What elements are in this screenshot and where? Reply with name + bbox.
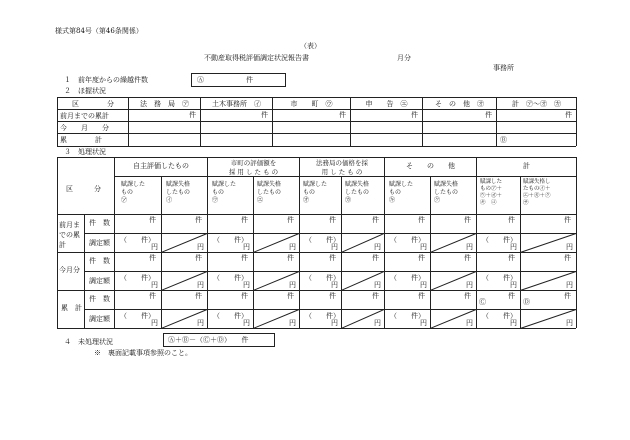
paren-ken: （ 件） bbox=[482, 312, 517, 320]
ken-unit: 件 bbox=[195, 292, 202, 300]
form-number: 様式第84号（第46条関係） bbox=[55, 27, 143, 35]
ken-unit: 件 bbox=[464, 292, 471, 300]
ken-unit: 件 bbox=[287, 292, 294, 300]
marker-d: Ⓓ bbox=[523, 298, 530, 306]
capture-cell: 件 bbox=[411, 111, 418, 119]
capture-cell: 件 bbox=[189, 111, 196, 119]
yen-unit: 円 bbox=[420, 281, 427, 289]
yen-unit: 円 bbox=[289, 243, 296, 251]
rowgroup-total: 累 計 bbox=[61, 304, 82, 312]
subhead-shikkaku: 賦課失格 したもの ㋕ bbox=[345, 181, 370, 205]
ken-unit: 件 bbox=[149, 254, 156, 262]
yen-unit: 円 bbox=[466, 243, 473, 251]
capture-row-label: 今 月 分 bbox=[60, 124, 109, 132]
ken-unit: 件 bbox=[418, 292, 425, 300]
paren-ken: （ 件） bbox=[213, 274, 248, 282]
paren-ken: （ 件） bbox=[120, 236, 155, 244]
yen-unit: 円 bbox=[197, 319, 204, 327]
yen-unit: 円 bbox=[197, 243, 204, 251]
ken-unit: 件 bbox=[372, 254, 379, 262]
ken-unit: 件 bbox=[418, 216, 425, 224]
section1-label: １ 前年度からの繰越件数 bbox=[64, 76, 148, 84]
subhead-fuka: 賦課した もの ㋖ bbox=[389, 181, 414, 205]
capture-header-total: 計 ㋐～㋔ ㋕ bbox=[512, 100, 561, 108]
label-kensu: 件 数 bbox=[89, 219, 110, 227]
paren-ken: （ 件） bbox=[213, 312, 248, 320]
capture-row-label: 累 計 bbox=[60, 136, 102, 144]
ken-unit: 件 bbox=[464, 254, 471, 262]
capture-header-kubun: 区 分 bbox=[72, 100, 114, 108]
ken-unit: 件 bbox=[508, 254, 515, 262]
ken-unit: 件 bbox=[508, 292, 515, 300]
yen-unit: 円 bbox=[420, 319, 427, 327]
capture-header-sonota: そ の 他 ㋔ bbox=[435, 100, 484, 108]
paren-ken: （ 件） bbox=[305, 274, 340, 282]
subhead-shikkaku-total: 賦課失格し たもの㋑＋ ㋓＋㋕＋㋗ ㋚ bbox=[523, 179, 551, 207]
label-kensu: 件 数 bbox=[89, 295, 110, 303]
capture-cell: 件 bbox=[339, 111, 346, 119]
group-header-sonota: そ の 他 bbox=[406, 162, 455, 170]
ken-unit: 件 bbox=[149, 292, 156, 300]
yen-unit: 円 bbox=[510, 281, 517, 289]
rowgroup-month: 今月分 bbox=[59, 266, 80, 274]
section2-label: ２ ほ握状況 bbox=[64, 87, 106, 95]
yen-unit: 円 bbox=[566, 319, 573, 327]
ken-unit: 件 bbox=[372, 216, 379, 224]
ken-unit: 件 bbox=[149, 216, 156, 224]
ken-unit: 件 bbox=[241, 292, 248, 300]
yen-unit: 円 bbox=[420, 243, 427, 251]
subhead-shikkaku: 賦課失格 したもの ㋑ bbox=[166, 181, 191, 205]
marker-c: Ⓒ bbox=[479, 298, 486, 306]
section4-label: ４ 未処理状況 bbox=[64, 338, 113, 346]
carryover-value: Ⓐ 件 bbox=[197, 76, 253, 84]
yen-unit: 円 bbox=[374, 281, 381, 289]
capture-header-doboku: 土木事務所 ㋑ bbox=[212, 100, 261, 108]
label-kensu: 件 数 bbox=[89, 257, 110, 265]
unprocessed-value: Ⓐ＋Ⓑ－（Ⓒ＋Ⓓ） 件 bbox=[168, 336, 249, 344]
paren-ken: （ 件） bbox=[482, 274, 517, 282]
subhead-fuka-total: 賦課した もの㋐＋ ㋒＋㋔＋ ㋖ ㋙ bbox=[480, 179, 503, 207]
subhead-fuka: 賦課した もの ㋐ bbox=[121, 181, 146, 205]
paren-ken: （ 件） bbox=[390, 236, 425, 244]
paren-ken: （ 件） bbox=[213, 236, 248, 244]
label-choteigaku: 調定額 bbox=[89, 277, 110, 285]
yen-unit: 円 bbox=[331, 319, 338, 327]
capture-row-label: 前月までの累計 bbox=[60, 112, 109, 120]
label-choteigaku: 調定額 bbox=[89, 239, 110, 247]
yen-unit: 円 bbox=[151, 243, 158, 251]
capture-header-homukyoku: 法 務 局 ㋐ bbox=[140, 100, 189, 108]
group-header-shicho: 市町の評価額を 採 用 し た も の bbox=[228, 159, 279, 176]
paren-ken: （ 件） bbox=[120, 312, 155, 320]
capture-header-shinkoku: 申 告 ㋓ bbox=[365, 100, 408, 108]
kubun-header: 区 分 bbox=[66, 185, 101, 193]
yen-unit: 円 bbox=[331, 243, 338, 251]
subhead-fuka: 賦課した もの ㋒ bbox=[212, 181, 237, 205]
yen-unit: 円 bbox=[466, 281, 473, 289]
group-header-jishu: 自主評価したもの bbox=[133, 162, 189, 170]
yen-unit: 円 bbox=[151, 281, 158, 289]
marker-b: Ⓑ bbox=[500, 136, 507, 144]
ken-unit: 件 bbox=[564, 292, 571, 300]
yen-unit: 円 bbox=[197, 281, 204, 289]
paren-ken: （ 件） bbox=[390, 274, 425, 282]
ken-unit: 件 bbox=[287, 216, 294, 224]
ken-unit: 件 bbox=[564, 254, 571, 262]
paren-ken: （ 件） bbox=[390, 312, 425, 320]
yen-unit: 円 bbox=[331, 281, 338, 289]
note: ※ 裏面記載事項参照のこと。 bbox=[94, 349, 192, 357]
office-label: 事務所 bbox=[493, 64, 514, 72]
label-choteigaku: 調定額 bbox=[89, 315, 110, 323]
ken-unit: 件 bbox=[418, 254, 425, 262]
group-header-homukyoku: 法務局の価格を採 用 し た も の bbox=[316, 159, 368, 176]
yen-unit: 円 bbox=[566, 281, 573, 289]
ken-unit: 件 bbox=[329, 292, 336, 300]
capture-header-shicho: 市 町 ㋒ bbox=[290, 100, 333, 108]
ken-unit: 件 bbox=[195, 216, 202, 224]
yen-unit: 円 bbox=[243, 243, 250, 251]
yen-unit: 円 bbox=[151, 319, 158, 327]
yen-unit: 円 bbox=[289, 281, 296, 289]
yen-unit: 円 bbox=[289, 319, 296, 327]
yen-unit: 円 bbox=[243, 319, 250, 327]
ken-unit: 件 bbox=[329, 216, 336, 224]
rowgroup-prev: 前月ま での累 計 bbox=[59, 221, 80, 250]
ken-unit: 件 bbox=[241, 254, 248, 262]
ken-unit: 件 bbox=[508, 216, 515, 224]
ken-unit: 件 bbox=[329, 254, 336, 262]
group-header-total: 計 bbox=[523, 162, 530, 170]
month-label: 月分 bbox=[397, 54, 411, 62]
yen-unit: 円 bbox=[374, 319, 381, 327]
paren-ken: （ 件） bbox=[305, 236, 340, 244]
ken-unit: 件 bbox=[195, 254, 202, 262]
ken-unit: 件 bbox=[241, 216, 248, 224]
omote-label: （表） bbox=[300, 42, 321, 50]
document-title: 不動産取得税評価調定状況報告書 bbox=[204, 54, 309, 62]
capture-cell: 件 bbox=[261, 111, 268, 119]
yen-unit: 円 bbox=[466, 319, 473, 327]
section3-label: ３ 処理状況 bbox=[64, 148, 106, 156]
capture-cell: 件 bbox=[565, 111, 572, 119]
yen-unit: 円 bbox=[510, 243, 517, 251]
subhead-shikkaku: 賦課失格 したもの ㋗ bbox=[434, 181, 459, 205]
yen-unit: 円 bbox=[566, 243, 573, 251]
capture-cell: 件 bbox=[485, 111, 492, 119]
paren-ken: （ 件） bbox=[305, 312, 340, 320]
subhead-fuka: 賦課した もの ㋔ bbox=[303, 181, 328, 205]
yen-unit: 円 bbox=[243, 281, 250, 289]
ken-unit: 件 bbox=[464, 216, 471, 224]
yen-unit: 円 bbox=[374, 243, 381, 251]
ken-unit: 件 bbox=[564, 216, 571, 224]
ken-unit: 件 bbox=[287, 254, 294, 262]
ken-unit: 件 bbox=[372, 292, 379, 300]
subhead-shikkaku: 賦課失格 したもの ㋓ bbox=[257, 181, 282, 205]
paren-ken: （ 件） bbox=[482, 236, 517, 244]
yen-unit: 円 bbox=[510, 319, 517, 327]
paren-ken: （ 件） bbox=[120, 274, 155, 282]
